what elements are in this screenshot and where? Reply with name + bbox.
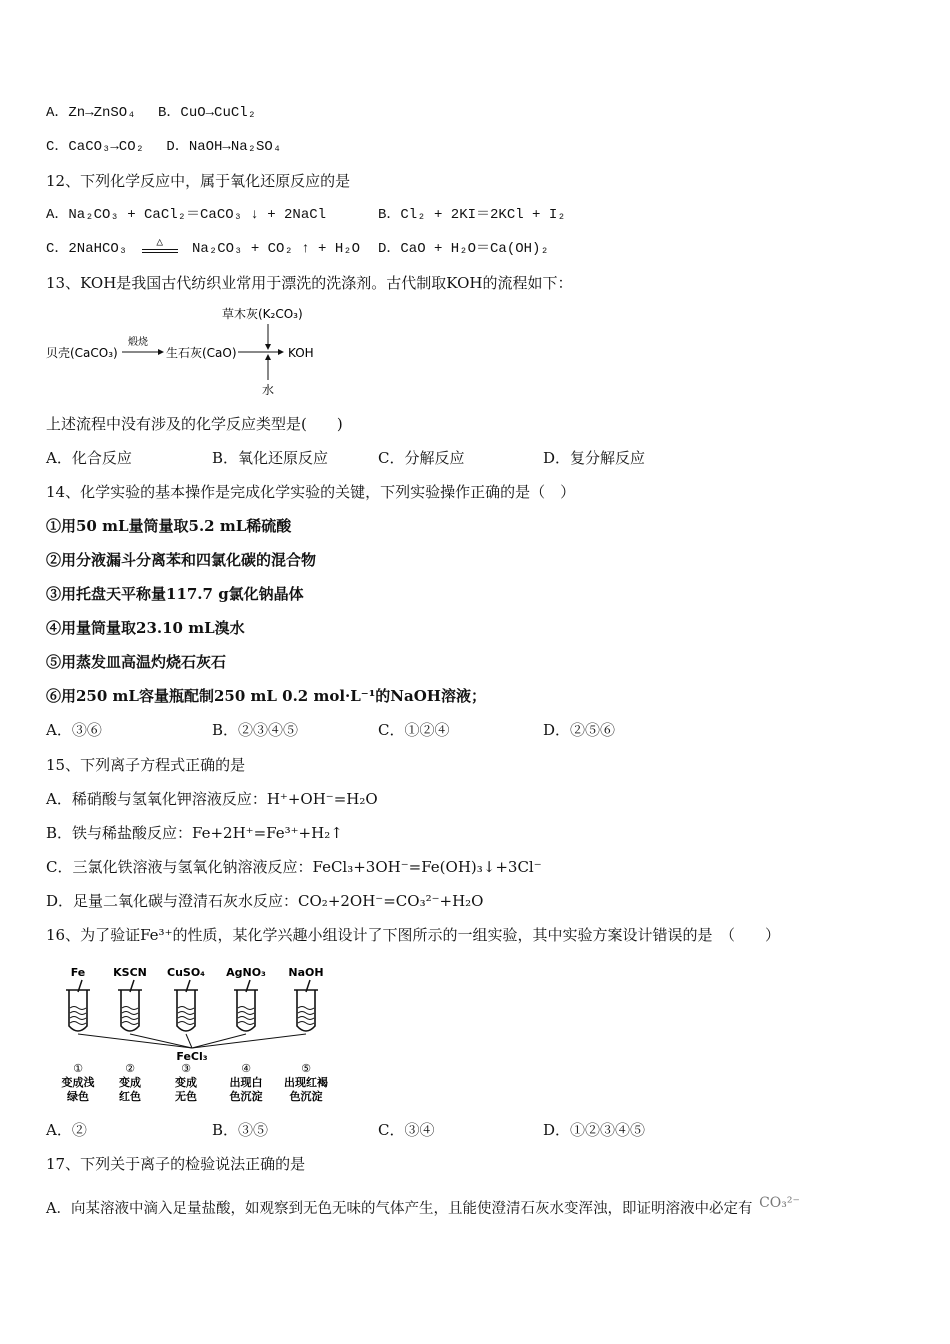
reagent-label: NaOH: [288, 966, 324, 979]
result-line-1: 出现白: [229, 1076, 263, 1089]
q17-option-a: [46, 1195, 800, 1219]
flow-top: 草木灰(K₂CO₃): [222, 307, 303, 321]
liquid-wave: [298, 1022, 314, 1025]
q13-question: 上述流程中没有涉及的化学反应类型是( ): [46, 415, 343, 433]
q14-item-1: ①用50 mL量筒量取5.2 mL稀硫酸: [46, 517, 292, 535]
heat-condition-label: △: [156, 237, 163, 249]
liquid-wave: [70, 1022, 86, 1025]
test-tube-icon: [69, 990, 87, 1031]
liquid-wave: [238, 1022, 254, 1025]
liquid-wave: [122, 1017, 138, 1020]
heat-condition-sign: [140, 239, 180, 259]
q14-item-3: ③用托盘天平称量117.7 g氯化钠晶体: [46, 585, 304, 603]
q13-stem: 13、KOH是我国古代纺织业常用于漂洗的洗涤剂。古代制取KOH的流程如下：: [46, 274, 573, 292]
liquid-wave: [70, 1017, 86, 1020]
q11-option-b: B．CuO→CuCl₂: [158, 105, 257, 121]
q12-stem: 12、下列化学反应中，属于氧化还原反应的是: [46, 172, 351, 190]
q15-option-b: B．铁与稀盐酸反应：Fe+2H⁺=Fe³⁺+H₂↑: [46, 824, 343, 842]
liquid-wave: [178, 1017, 194, 1020]
connector-line: [192, 1034, 306, 1048]
q13-option-b: B．氧化还原反应: [212, 449, 329, 467]
q16-option-d: D．①②③④⑤: [543, 1121, 646, 1139]
q16-option-c: C．③④: [378, 1121, 435, 1139]
q14-option-c: C．①②④: [378, 721, 450, 739]
center-reagent-label: FeCl₃: [176, 1050, 208, 1063]
q15-option-c: C．三氯化铁溶液与氢氧化钠溶液反应：FeCl₃+3OH⁻=Fe(OH)₃↓+3Cl⁻: [46, 858, 542, 876]
q17-stem: 17、下列关于离子的检验说法正确的是: [46, 1155, 306, 1173]
flow-step-label: 煅烧: [128, 337, 148, 348]
q17-carbonate-ion: CO₃²⁻: [759, 1195, 800, 1211]
q16-test-tube-diagram: [50, 962, 360, 1104]
q13-flow-diagram: [46, 302, 346, 400]
q14-option-b: B．②③④⑤: [212, 721, 299, 739]
test-tube-icon: [177, 990, 195, 1031]
q11-option-c-d: [46, 137, 281, 157]
result-number: ⑤: [301, 1062, 311, 1075]
test-tube-icon: [237, 990, 255, 1031]
connector-line: [192, 1034, 246, 1048]
q13-option-c: C．分解反应: [378, 449, 465, 467]
flow-middle: 生石灰(CaO): [166, 346, 237, 360]
flow-start: 贝壳(CaCO₃): [46, 346, 118, 360]
connector-line: [186, 1034, 192, 1048]
q14-option-a: A．③⑥: [46, 721, 102, 739]
result-line-2: 色沉淀: [229, 1090, 263, 1103]
flow-bottom: 水: [262, 383, 275, 397]
liquid-wave: [70, 1012, 86, 1015]
result-line-2: 色沉淀: [289, 1090, 323, 1103]
result-line-2: 红色: [119, 1090, 141, 1103]
liquid-wave: [298, 1007, 314, 1010]
liquid-wave: [298, 1017, 314, 1020]
q12-option-c-left: C．2NaHCO₃: [46, 241, 128, 257]
q15-option-a: A．稀硝酸与氢氧化钾溶液反应：H⁺+OH⁻=H₂O: [46, 790, 378, 808]
liquid-wave: [298, 1012, 314, 1015]
result-number: ②: [125, 1062, 135, 1075]
q11-option-a: A．Zn→ZnSO₄: [46, 105, 136, 121]
q15-stem: 15、下列离子方程式正确的是: [46, 756, 246, 774]
test-tube-icon: [121, 990, 139, 1031]
q14-item-4: ④用量筒量取23.10 mL溴水: [46, 619, 245, 637]
q11-option-c: C．CaCO₃→CO₂: [46, 139, 145, 155]
q12-option-d: D．CaO + H₂O＝Ca(OH)₂: [378, 241, 549, 257]
q12-option-b: B．Cl₂ + 2KI＝2KCl + I₂: [378, 207, 566, 223]
connector-line: [78, 1034, 192, 1048]
q12-option-c: [46, 239, 360, 259]
liquid-wave: [178, 1012, 194, 1015]
q14-item-6: ⑥用250 mL容量瓶配制250 mL 0.2 mol·L⁻¹的NaOH溶液；: [46, 687, 486, 705]
liquid-wave: [238, 1017, 254, 1020]
q16-stem: 16、为了验证Fe³⁺的性质，某化学兴趣小组设计了下图所示的一组实验，其中实验方案设计错误的是 （ ）: [46, 926, 780, 944]
q14-item-2: ②用分液漏斗分离苯和四氯化碳的混合物: [46, 551, 317, 569]
result-number: ①: [73, 1062, 83, 1075]
liquid-wave: [122, 1022, 138, 1025]
result-line-1: 变成: [119, 1076, 141, 1089]
result-line-2: 无色: [175, 1090, 197, 1103]
result-number: ④: [241, 1062, 251, 1075]
liquid-wave: [238, 1012, 254, 1015]
result-line-2: 绿色: [67, 1090, 89, 1103]
q14-option-d: D．②⑤⑥: [543, 721, 616, 739]
liquid-wave: [178, 1022, 194, 1025]
q12-option-a: A．Na₂CO₃ + CaCl₂＝CaCO₃ ↓ + 2NaCl: [46, 207, 327, 223]
q14-stem: 14、化学实验的基本操作是完成化学实验的关键，下列实验操作正确的是（ ）: [46, 483, 576, 501]
flow-end: KOH: [288, 346, 314, 360]
q16-option-a: A．②: [46, 1121, 87, 1139]
connector-line: [130, 1034, 192, 1048]
result-line-1: 变成浅: [61, 1076, 95, 1089]
q11-option-a-b: [46, 103, 256, 123]
q13-option-a: A．化合反应: [46, 449, 132, 467]
q17-option-a-text: A．向某溶液中滴入足量盐酸，如观察到无色无味的气体产生，且能使澄清石灰水变浑浊，即证明溶液中必定有: [46, 1201, 753, 1217]
q16-option-b: B．③⑤: [212, 1121, 269, 1139]
reagent-label: Fe: [70, 966, 86, 979]
liquid-wave: [122, 1007, 138, 1010]
reagent-label: KSCN: [113, 966, 147, 979]
q11-option-d: D．NaOH→Na₂SO₄: [166, 139, 282, 155]
test-tube-icon: [297, 990, 315, 1031]
result-number: ③: [181, 1062, 191, 1075]
q15-option-d: D．足量二氧化碳与澄清石灰水反应：CO₂+2OH⁻=CO₃²⁻+H₂O: [46, 892, 484, 910]
reagent-label: CuSO₄: [167, 966, 205, 979]
liquid-wave: [122, 1012, 138, 1015]
q13-option-d: D．复分解反应: [543, 449, 646, 467]
liquid-wave: [178, 1007, 194, 1010]
q12-option-c-right: Na₂CO₃ + CO₂ ↑ + H₂O: [192, 241, 361, 257]
result-line-1: 变成: [175, 1076, 197, 1089]
liquid-wave: [238, 1007, 254, 1010]
q14-item-5: ⑤用蒸发皿高温灼烧石灰石: [46, 653, 227, 671]
liquid-wave: [70, 1007, 86, 1010]
reagent-label: AgNO₃: [226, 966, 266, 979]
result-line-1: 出现红褐: [284, 1076, 328, 1089]
